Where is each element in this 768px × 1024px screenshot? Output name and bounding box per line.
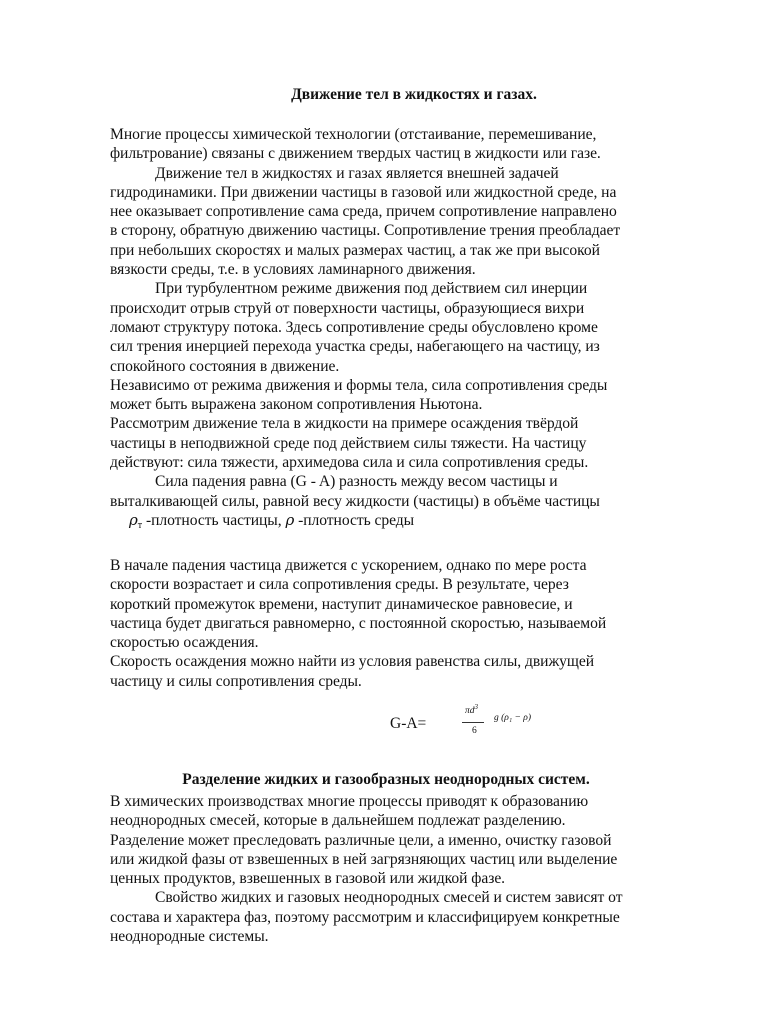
exponent-text: 3 — [474, 703, 479, 711]
text-line: ценных продуктов, взвешенных в газовой или жидкой фазе. — [110, 870, 506, 888]
text-line: при небольших скоростях и малых размерах частиц, а так же при высокой — [110, 241, 600, 259]
text-line: Разделение может преследовать различные цели, а именно, очистку газовой — [110, 831, 612, 849]
particle-density-label: -плотность частицы, — [142, 511, 286, 529]
medium-density-label: -плотность среды — [294, 511, 415, 529]
section-heading: Разделение жидких и газообразных неоднородных систем. — [182, 771, 590, 788]
text-line: вязкости среды, т.е. в условиях ламинарного движения. — [110, 261, 476, 279]
rho-subscript: т — [137, 519, 143, 531]
formula-lhs: G-A= — [390, 715, 427, 732]
text-line: в сторону, обратную движению частицы. Сопротивление трения преобладает — [110, 222, 621, 240]
text-line: Свойство жидких и газовых неоднородных смесей и систем зависят от — [155, 889, 623, 907]
text-line: фильтрование) связаны с движением твердых частиц в жидкости или газе. — [110, 145, 601, 163]
formula-numerator — [465, 703, 478, 716]
text-line: спокойного состояния в движение. — [110, 357, 340, 375]
separation-text-block — [110, 792, 622, 946]
text-line: состава и характера фаз, поэтому рассмотрим и классифицируем конкретные — [110, 908, 620, 926]
text-line: гидродинамики. При движении частицы в газовой или жидкостной среде, на — [110, 183, 617, 201]
text-line: Многие процессы химической технологии (отстаивание, перемешивание, — [110, 126, 597, 143]
text-line: нее оказывает сопротивление сама среда, причем сопротивление направлено — [110, 203, 617, 221]
text-line: Сила падения равна (G - A) разность между весом частицы и — [155, 473, 558, 491]
text-line: короткий промежуток времени, наступит динамическое равновесие, и — [110, 595, 573, 613]
text-line: частицу и силы сопротивления среды. — [110, 672, 362, 690]
rho-symbol: ρ — [285, 510, 295, 529]
text-line: может быть выражена законом сопротивления Ньютона. — [110, 396, 483, 414]
settling-text-block — [110, 556, 606, 691]
numerator-text: πd — [465, 706, 475, 717]
fraction-bar — [462, 722, 484, 723]
text-line: Рассмотрим движение тела в жидкости на примере осаждения твёрдой — [110, 415, 579, 433]
formula-denominator: 6 — [472, 726, 477, 736]
text-line: В химических производствах многие процессы приводят к образованию — [110, 793, 589, 810]
text-line: неоднородные системы. — [110, 928, 269, 946]
text-line: действуют: сила тяжести, архимедова сила и сила сопротивления среды. — [110, 454, 589, 472]
text-line: неоднородных смесей, которые в дальнейшем подлежат разделению. — [110, 812, 566, 830]
intro-text-block — [110, 125, 620, 530]
text-line: сил трения инерцией перехода участка среды, набегающего на частицу, из — [110, 338, 600, 356]
text-line: или жидкой фазы от взвешенных в ней загрязняющих частиц или выделение — [110, 850, 618, 868]
document-title: Движение тел в жидкостях и газах. — [291, 86, 537, 103]
rho-symbol: ρ — [129, 510, 138, 529]
text-line: скоростью осаждения. — [110, 634, 259, 652]
text-line: ломают структуру потока. Здесь сопротивление среды обусловлено кроме — [110, 318, 598, 336]
density-definition-line — [110, 511, 620, 530]
text-line: Движение тел в жидкостях и газах является внешней задачей — [155, 164, 559, 182]
text-line: При турбулентном режиме движения под действием сил инерции — [155, 280, 588, 298]
formula-tail: g (ρ₁ − ρ) — [494, 713, 532, 723]
text-line: частица будет двигаться равномерно, с постоянной скоростью, называемой — [110, 614, 607, 632]
text-line: выталкивающей силы, равной весу жидкости (частицы) в объёме частицы — [110, 492, 600, 510]
text-line: скорости возрастает и сила сопротивления среды. В результате, через — [110, 576, 569, 594]
text-line: В начале падения частица движется с ускорением, однако по мере роста — [110, 557, 587, 574]
text-line: частицы в неподвижной среде под действием силы тяжести. На частицу — [110, 434, 587, 452]
text-line: происходит отрыв струй от поверхности частицы, образующиеся вихри — [110, 299, 585, 317]
text-line: Скорость осаждения можно найти из условия равенства силы, движущей — [110, 653, 595, 671]
text-line: Независимо от режима движения и формы тела, сила сопротивления среды — [110, 376, 608, 394]
